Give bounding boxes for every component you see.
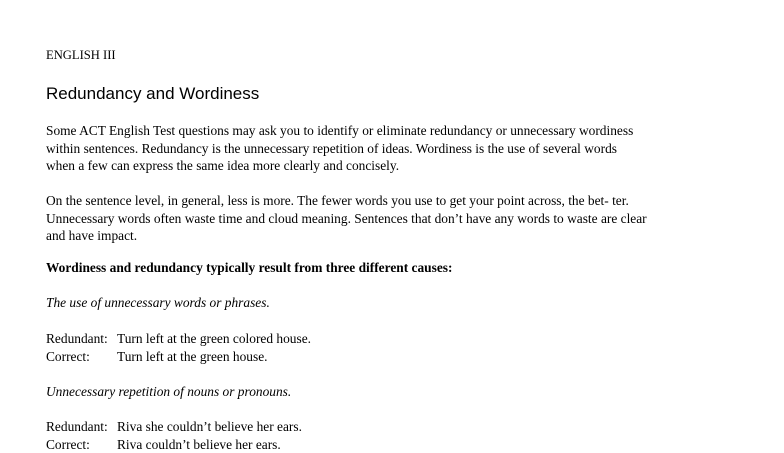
sentence-level-line-3: and have impact. [46, 227, 771, 245]
example-label: Correct: [46, 348, 117, 366]
example-label: Redundant: [46, 330, 117, 348]
example-label: Redundant: [46, 418, 117, 436]
cause-1-heading: The use of unnecessary words or phrases. [46, 294, 771, 312]
course-label: ENGLISH III [46, 47, 771, 64]
sentence-level-line-2: Unnecessary words often waste time and cloud meaning. Sentences that don’t have any words to waste are clear [46, 210, 771, 228]
example-row-redundant [46, 418, 771, 436]
example-label: Correct: [46, 436, 117, 453]
cause-1-examples [46, 330, 771, 365]
example-text: Turn left at the green house. [117, 349, 268, 364]
sentence-level-line-1: On the sentence level, in general, less is more. The fewer words you use to get your point across, the bet- ter. [46, 192, 771, 210]
example-row-redundant [46, 330, 771, 348]
intro-line-3: when a few can express the same idea more clearly and concisely. [46, 157, 771, 175]
causes-heading: Wordiness and redundancy typically result from three different causes: [46, 259, 771, 277]
example-text: Riva couldn’t believe her ears. [117, 437, 281, 452]
intro-line-1: Some ACT English Test questions may ask you to identify or eliminate redundancy or unnecessary wordiness [46, 122, 771, 140]
example-text: Riva she couldn’t believe her ears. [117, 419, 302, 434]
example-text: Turn left at the green colored house. [117, 331, 311, 346]
sentence-level-paragraph [46, 192, 771, 245]
cause-2-heading: Unnecessary repetition of nouns or pronouns. [46, 383, 771, 401]
example-row-correct [46, 436, 771, 453]
intro-line-2: within sentences. Redundancy is the unnecessary repetition of ideas. Wordiness is the use of several words [46, 140, 771, 158]
cause-2-examples [46, 418, 771, 453]
intro-paragraph [46, 122, 771, 175]
example-row-correct [46, 348, 771, 366]
document-title: Redundancy and Wordiness [46, 83, 771, 105]
